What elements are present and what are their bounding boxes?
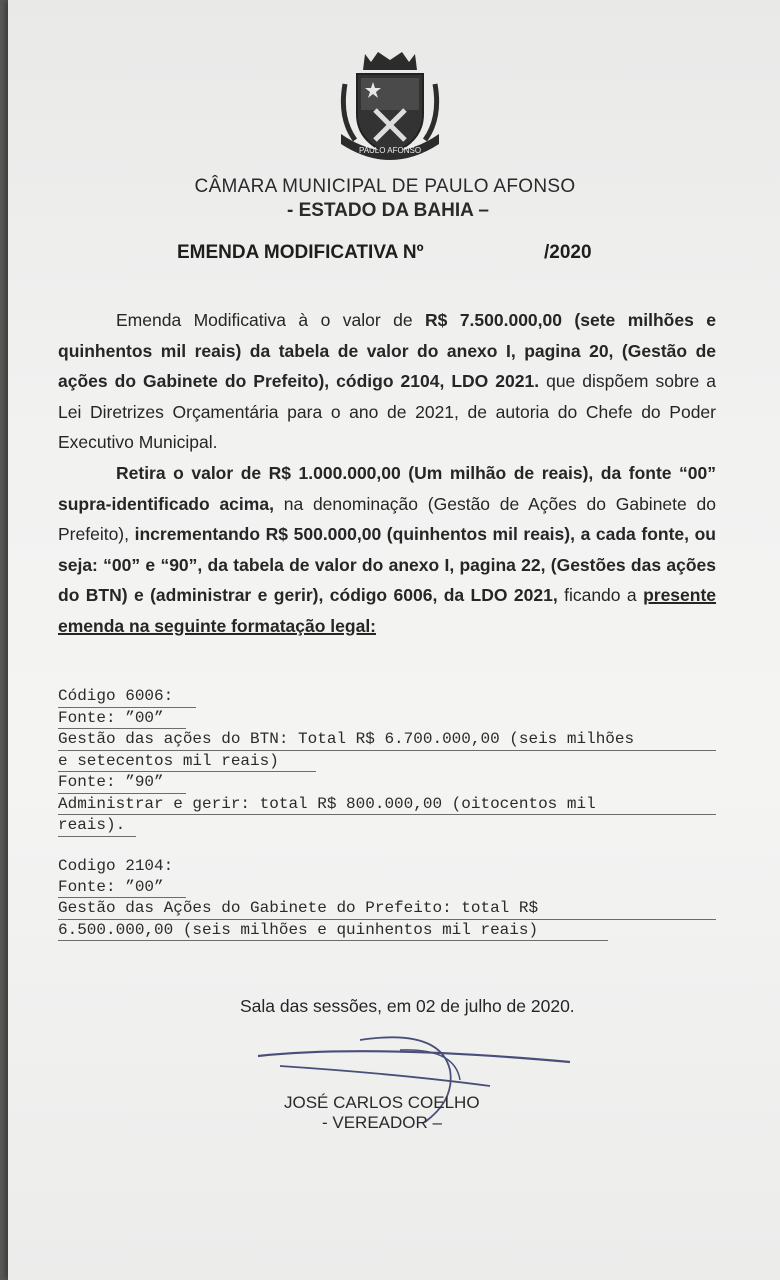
block1-fonte-90: Fonte: ”90”: [58, 772, 186, 794]
p2-text-b: ficando a: [557, 585, 644, 605]
paragraph-1: [58, 305, 716, 458]
institution-name: CÂMARA MUNICIPAL DE PAULO AFONSO: [194, 176, 576, 197]
state-name: - ESTADO DA BAHIA –: [287, 200, 489, 221]
paragraph-2: [58, 458, 716, 641]
code-6006-block: [58, 686, 716, 837]
signer-name: JOSÉ CARLOS COELHO: [284, 1093, 480, 1112]
block1-line6: Administrar e gerir: total R$ 800.000,00 (oitocentos mil: [58, 794, 716, 816]
document-title: [177, 242, 592, 264]
p1-text-b: que dispõem sobre a Lei Diretrizes Orçamentária para o ano de 2021, de autoria do Chefe do Poder Executivo Municipal.: [58, 371, 716, 452]
closing-date: Sala das sessões, em 02 de julho de 2020.: [240, 996, 575, 1016]
signer-role: - VEREADOR –: [322, 1113, 442, 1132]
block1-line3: Gestão das ações do BTN: Total R$ 6.700.000,00 (seis milhões: [58, 729, 716, 751]
block2-line3: Gestão das Ações do Gabinete do Prefeito: total R$: [58, 898, 716, 920]
p2-underlined: presente emenda na seguinte formatação legal:: [58, 585, 717, 636]
block2-fonte-00: Fonte: ”00”: [58, 877, 186, 899]
block2-code: Codigo 2104:: [58, 857, 174, 875]
block1-line4: e setecentos mil reais): [58, 751, 316, 773]
p2-bold-b: incrementando R$ 500.000,00 (quinhentos mil reais), a cada fonte, ou seja: “00” e “90”, da tabela de valor do anexo I, pagina 22, (Gestões das ações do BTN) e (administrar e gerir), código 6006, da LDO 2021,: [58, 524, 716, 605]
p2-text-a: na denominação (Gestão de Ações do Gabinete do Prefeito),: [58, 493, 716, 544]
code-2104-block: [58, 856, 716, 941]
p1-text-a: Emenda Modificativa à o valor de: [116, 310, 426, 330]
title-number: /2020: [544, 242, 592, 263]
title-label: EMENDA MODIFICATIVA Nº: [177, 242, 424, 263]
p1-bold-a: R$ 7.500.000,00 (sete milhões e quinhentos mil reais) da tabela de valor do anexo I, pagina 20, (Gestão de ações do Gabinete do Prefeito), código 2104, LDO 2021.: [58, 310, 716, 391]
block1-fonte-00: Fonte: ”00”: [58, 708, 186, 730]
block1-code: Código 6006:: [58, 686, 196, 708]
paragraph-2-text: [58, 458, 716, 641]
block2-line4: 6.500.000,00 (seis milhões e quinhentos mil reais): [58, 920, 608, 942]
paragraph-1-text: [58, 305, 716, 458]
p2-bold-a: Retira o valor de R$ 1.000.000,00 (Um milhão de reais), da fonte “00” supra-identificado acima,: [58, 463, 716, 514]
block1-line7: reais).: [58, 815, 136, 837]
crest-ribbon-text: PAULO AFONSO: [358, 146, 422, 155]
municipal-crest-logo: [335, 48, 445, 168]
